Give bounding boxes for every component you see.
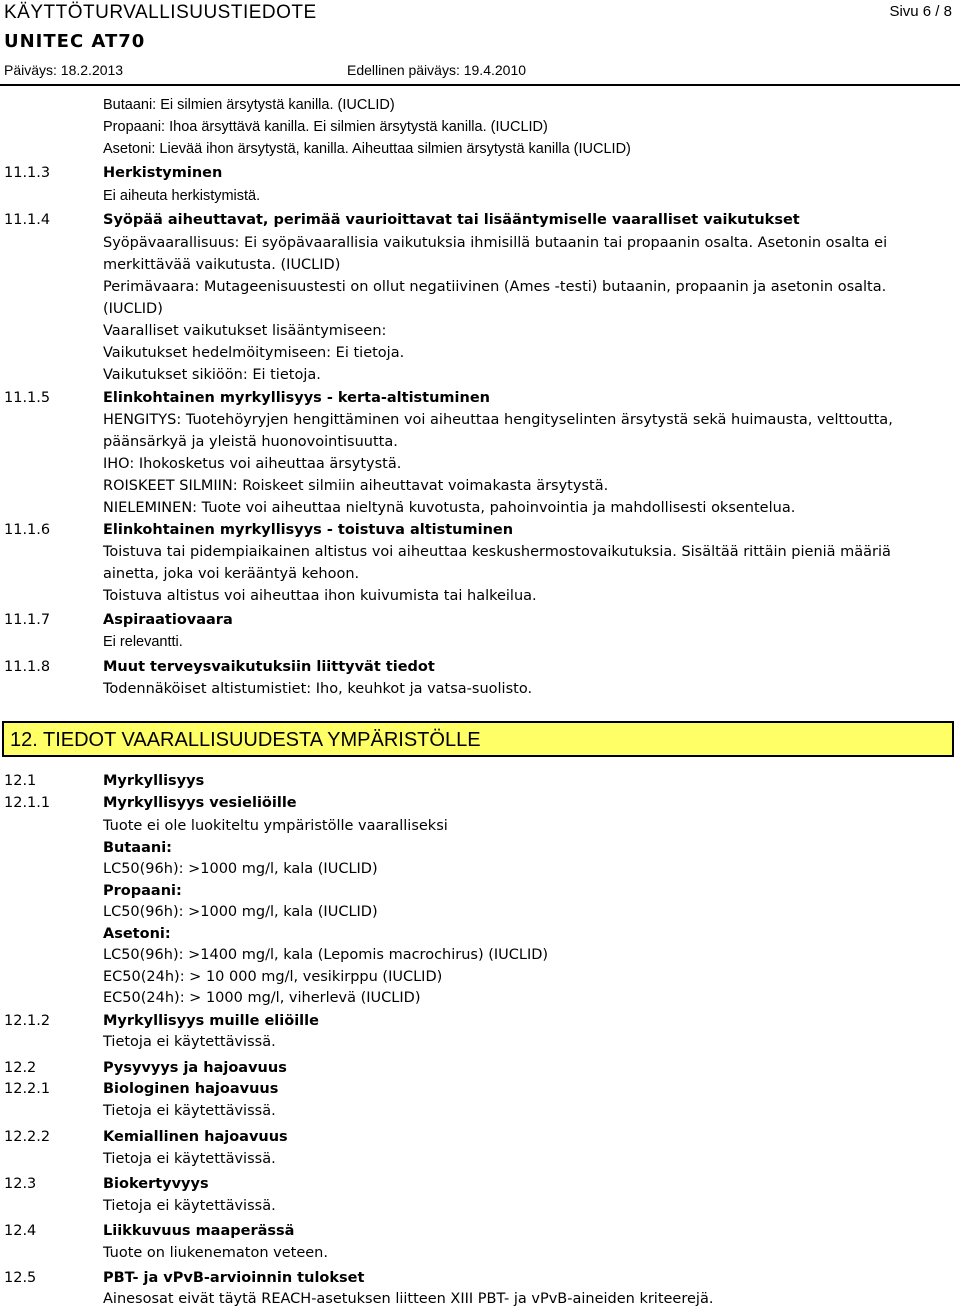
tox-value: EC50(24h): > 1000 mg/l, viherlevä (IUCLID) — [103, 990, 421, 1006]
section-number: 11.1.4 — [4, 212, 51, 228]
tox-value: LC50(96h): >1000 mg/l, kala (IUCLID) — [103, 904, 378, 920]
section-number: 11.1.3 — [4, 165, 51, 181]
body-line: IHO: Ihokosketus voi aiheuttaa ärsytystä. — [103, 456, 402, 472]
body-line: merkittävää vaikutusta. (IUCLID) — [103, 257, 341, 273]
body-line: ainetta, joka voi kerääntyä kehoon. — [103, 566, 360, 582]
section-heading-other-effects: Muut terveysvaikutuksiin liittyvät tiedot — [103, 659, 435, 675]
section-body: Todennäköiset altistumistiet: Iho, keuhkot ja vatsa-suolisto. — [103, 681, 533, 697]
section-body: Tietoja ei käytettävissä. — [103, 1034, 276, 1050]
document-title: KÄYTTÖTURVALLISUUSTIEDOTE — [4, 2, 317, 23]
section-number: 12.4 — [4, 1223, 37, 1239]
body-line: ROISKEET SILMIIN: Roiskeet silmiin aiheuttavat voimakasta ärsytystä. — [103, 478, 609, 494]
section-number: 12.5 — [4, 1270, 37, 1286]
section-heading-aquatic-toxicity: Myrkyllisyys vesieliöille — [103, 795, 297, 811]
section-heading-stot-repeated: Elinkohtainen myrkyllisyys - toistuva altistuminen — [103, 522, 514, 538]
tox-value: EC50(24h): > 10 000 mg/l, vesikirppu (IUCLID) — [103, 969, 443, 985]
section-body: Tietoja ei käytettävissä. — [103, 1103, 276, 1119]
section-number: 11.1.8 — [4, 659, 51, 675]
section-heading-mobility: Liikkuvuus maaperässä — [103, 1223, 295, 1239]
section-number: 12.2.1 — [4, 1081, 51, 1097]
section-number: 12.1 — [4, 773, 37, 789]
section-body: Ei relevantti. — [103, 634, 183, 650]
tox-value: LC50(96h): >1400 mg/l, kala (Lepomis macrochirus) (IUCLID) — [103, 947, 549, 963]
section-heading-stot-single: Elinkohtainen myrkyllisyys - kerta-altistuminen — [103, 390, 490, 406]
section-number: 12.1.1 — [4, 795, 51, 811]
irritation-asetoni: Asetoni: Lievää ihon ärsytystä, kanilla. Aiheuttaa silmien ärsytystä kanilla (IUCLID) — [103, 141, 631, 157]
section-heading-toxicity: Myrkyllisyys — [103, 773, 205, 789]
previous-date: Edellinen päiväys: 19.4.2010 — [347, 62, 527, 78]
substance-label-butaani: Butaani: — [103, 840, 172, 856]
body-line: Toistuva altistus voi aiheuttaa ihon kuivumista tai halkeilua. — [103, 588, 537, 604]
body-line: päänsärkyä ja yleistä huonovointisuutta. — [103, 434, 398, 450]
section-12-banner — [2, 721, 954, 757]
section-heading-sensitisation: Herkistyminen — [103, 165, 223, 181]
page-number: Sivu 6 / 8 — [889, 3, 952, 20]
body-line: (IUCLID) — [103, 301, 163, 317]
section-number: 12.2.2 — [4, 1129, 51, 1145]
substance-label-asetoni: Asetoni: — [103, 926, 171, 942]
section-number: 12.1.2 — [4, 1013, 51, 1029]
section-number: 11.1.7 — [4, 612, 51, 628]
section-heading-aspiration: Aspiraatiovaara — [103, 612, 233, 628]
section-body: Tietoja ei käytettävissä. — [103, 1198, 276, 1214]
body-line: Vaikutukset hedelmöitymiseen: Ei tietoja. — [103, 345, 405, 361]
header-divider — [0, 84, 960, 86]
product-name: UNITEC AT70 — [4, 31, 146, 52]
irritation-butaani: Butaani: Ei silmien ärsytystä kanilla. (IUCLID) — [103, 97, 395, 113]
section-heading-pbt-vpvb: PBT- ja vPvB-arvioinnin tulokset — [103, 1270, 365, 1286]
section-number: 11.1.5 — [4, 390, 51, 406]
section-heading-cmr: Syöpää aiheuttavat, perimää vaurioittavat tai lisääntymiselle vaaralliset vaikutukset — [103, 212, 800, 228]
section-heading-persistence: Pysyvyys ja hajoavuus — [103, 1060, 287, 1076]
section-body: Tietoja ei käytettävissä. — [103, 1151, 276, 1167]
body-line: Toistuva tai pidempiaikainen altistus voi aiheuttaa keskushermostovaikutuksia. Sisältää rittäin pieniä määriä — [103, 544, 891, 560]
section-number: 12.2 — [4, 1060, 37, 1076]
section-heading-bioaccumulation: Biokertyvyys — [103, 1176, 209, 1192]
section-heading-chemical-degradability: Kemiallinen hajoavuus — [103, 1129, 288, 1145]
section-number: 11.1.6 — [4, 522, 51, 538]
substance-label-propaani: Propaani: — [103, 883, 182, 899]
body-line: Perimävaara: Mutageenisuustesti on ollut negatiivinen (Ames -testi) butaanin, propaanin ja asetonin osalta. — [103, 279, 887, 295]
body-line: Syöpävaarallisuus: Ei syöpävaarallisia vaikutuksia ihmisillä butaanin tai propaanin osalta. Asetonin osalta ei — [103, 235, 888, 251]
section-body: Ei aiheuta herkistymistä. — [103, 188, 261, 204]
section-body: Ainesosat eivät täytä REACH-asetuksen liitteen XIII PBT- ja vPvB-aineiden kriteerejä. — [103, 1291, 714, 1307]
section-number: 12.3 — [4, 1176, 37, 1192]
body-line: HENGITYS: Tuotehöyryjen hengittäminen voi aiheuttaa hengityselinten ärsytystä sekä huimausta, velttoutta, — [103, 412, 893, 428]
tox-value: LC50(96h): >1000 mg/l, kala (IUCLID) — [103, 861, 378, 877]
section-heading-other-organisms: Myrkyllisyys muille eliöille — [103, 1013, 319, 1029]
body-line: Vaikutukset sikiöön: Ei tietoja. — [103, 367, 321, 383]
body-line: Vaaralliset vaikutukset lisääntymiseen: — [103, 323, 387, 339]
section-body: Tuote on liukenematon veteen. — [103, 1245, 328, 1261]
revision-date: Päiväys: 18.2.2013 — [4, 62, 124, 78]
body-line: NIELEMINEN: Tuote voi aiheuttaa nieltynä kuvotusta, pahoinvointia ja mahdollisesti oksentelua. — [103, 500, 796, 516]
section-12-title: 12. TIEDOT VAARALLISUUDESTA YMPÄRISTÖLLE — [10, 729, 481, 751]
body-line: Tuote ei ole luokiteltu ympäristölle vaaralliseksi — [103, 818, 448, 834]
section-heading-biodegradability: Biologinen hajoavuus — [103, 1081, 279, 1097]
irritation-propaani: Propaani: Ihoa ärsyttävä kanilla. Ei silmien ärsytystä kanilla. (IUCLID) — [103, 119, 548, 135]
